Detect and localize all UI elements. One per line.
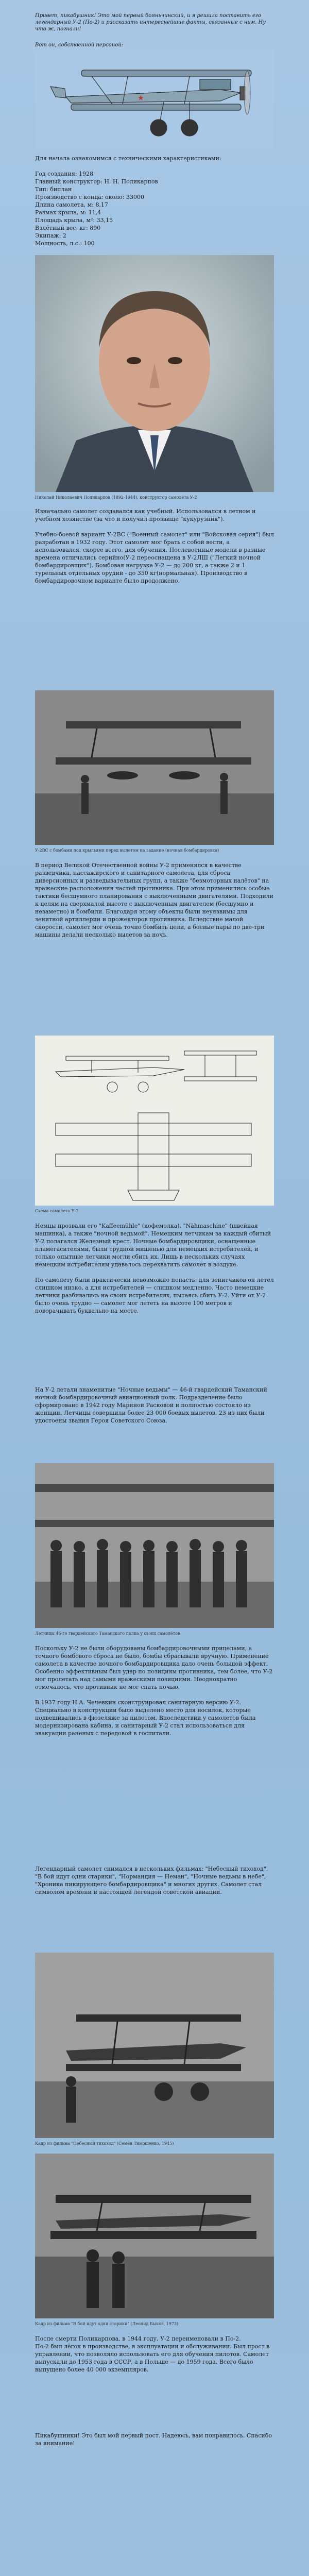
history-text-3: Немцы прозвали его "Kaffeemühle" (кофемолка), "Nähmaschine" (швейная машинка), а также "ночной ведьмой". Немецким летчикам за каждый сбитый У-2 полагался Железный крест. Ночные бомбардировщики, оснащенные пламегасителями, были трудной мишенью для немецких истребителей, и только опытные летчики могли сбить их. Лишь в нескольких случаях немецким истребителям удавалось перехватить самолет в воздухе. По самолету были практически невозможно попасть: для зенитчиков он летел слишком низко, а для истребителей — слишком медленно. Часто немецкие летчики разбивались на своих истребителях, пытаясь сбить У-2. Уйти от У-2 было очень трудно — самолет мог лететь на высоте 100 метров и поворачивать буквально на месте. [35,1223,274,1314]
schema-caption: Схема самолета У-2 [35,1209,79,1213]
spec-row: Мощность, л.с.: 100 [35,240,95,247]
spec-row: Площадь крыла, м²: 33,15 [35,217,113,224]
spec-row: Год создания: 1928 [35,171,94,177]
spec-row: Тип: биплан [35,186,72,193]
specs-list [35,170,274,247]
history-text-legend: Легендарный самолет снимался в нескольких фильмах: "Небесный тихоход", "В бой идут одни старики", "Нормандия — Неман", "Ночные ведьмы в небе", "Хроника пикирующего бомбардировщика" и многих других. Самолет стал символом времени и настоящей легендой советской авиации. [35,1866,268,1895]
film-still-caption-2: Кадр из фильма "В бой идут одни старики" (Леонид Быков, 1973) [35,2321,179,2326]
svg-text:★: ★ [138,94,144,101]
spec-row: Производство с конца: около: 33000 [35,194,144,200]
plane-illustration [35,50,274,148]
film-still-caption-1: Кадр из фильма "Небесный тихоход" (Семён Тимошенко, 1945) [35,2141,174,2146]
bomb-photo-caption: У-2ВС с бомбами под крыльями перед вылетом на задание (ночная бомбардировка) [35,848,219,853]
women-pilots-caption: Летчицы 46-го гвардейского Таманского полка у своих самолётов [35,1631,180,1636]
closing-text: Пикабушники! Это был мой первый пост. Надеюсь, вам понравилось. Спасибо за внимание! [35,2432,272,2447]
portrait-caption: Николай Николаевич Поликарпов (1892-1944), конструктор самолёта У-2 [35,495,197,500]
history-text-2: В период Великой Отечественной войны У-2 применялся в качестве разведчика, пассажирского и санитарного самолета, для сброса диверсионных и разведывательных групп, а также "безмоторных налётов" на вражеские расположения частей противника. При этом применялись особые тактики бесшумного планирования с выключенными двигателями. Подходили к целям на сверхмалой высоте с выключенным двигателем (бесшумно и незаметно) и бомбили. Благодаря этому объекты были неуязвимы для зенитной артиллерии и прожекторов противника. Вследствие малой скорости, самолет мог очень точно бомбить цели, а боевые пары по две-три машины делали несколько вылетов за ночь. [35,862,273,938]
spec-row: Длина самолета, м: 8,17 [35,201,108,208]
specs-title: Для начала ознакомимся с техническими характеристиками: [35,155,221,162]
history-text-5: После смерти Поликарпова, в 1944 году, У-2 переименовали в По-2. По-2 был лёгок в производстве, в эксплуатации и обслуживании. Был прост в управлении, что позволяло использовать его для обучения пилотов. Самолет выпускали до 1953 года в СССР, а в Польше — до 1959 года. Всего было выпущено более 40 000 экземпляров. [35,2335,270,2373]
portrait-photo [35,255,274,492]
bomb-loading-photo [35,690,274,845]
spec-row: Размах крыла, м: 11,4 [35,209,101,216]
intro-subtitle: Вот он, собственной персоной: [35,42,124,48]
film-still-photo-1 [35,1953,274,2138]
spec-row: Взлётный вес, кг: 890 [35,225,101,231]
schema-drawing [35,1036,274,1206]
spec-row: Главный конструктор: Н. Н. Поликарпов [35,178,158,185]
spec-row: Экипаж: 2 [35,232,66,239]
history-text-4: Поскольку У-2 не были оборудованы бомбардировочными прицелами, а точного бомбового сброса не было, бомбы сбрасывали вручную. Применение самолета в качестве ночного бомбардировщика дало очень большой эффект. Особенно эффективным был удар по позициям противника, тем более, что У-2 мог пролетать над самыми вражескими позициями. Неоднократно отмечалось, что противник не мог спать ночью. В 1937 году Н.А. Чечевкин сконструировал санитарную версию У-2. Специально в конструкции было выделено место для носилок, которые подвешивались в фюзеляже за пилотом. Впоследствии у самолетов была модернизирована кабина, и санитарный У-2 стал использоваться для эвакуации раненых с передовой в госпитали. [35,1645,273,1737]
women-pilots-photo [35,1463,274,1628]
history-text-1: Изначально самолет создавался как учебный. Использовался в летном и учебном хозяйстве (за что и получил прозвище "кукурузник"). Учебно-боевой вариант У-2ВС ("Военный самолет" или "Войсковая серия") был разработан в 1932 году. Этот самолет мог брать с собой вести, а использовался, скорее всего, для обучения. Послевоенные модели в разные времена отличались серийно(У-2 переоснащена в У-2ЛШ ("Легкий ночной бомбардировщик"). Бомбовая нагрузка У-2 — до 200 кг, а также 2 и 1 турельных отдельных орудий - до 350 кг(нормальная). Производство в бомбардировочном варианте было продолжено. [35,508,274,584]
history-text-women: На У-2 летали знаменитые "Ночные ведьмы" — 46-й гвардейский Таманский ночной бомбардировочный авиационный полк. Подразделение было сформировано в 1942 году Мариной Расковой и полностью состояло из женщин. Летчицы совершили более 23 000 боевых вылетов, 23 из них были удостоены звания Героя Советского Союза. [35,1386,267,1424]
intro-text: Привет, пикабушник! Это мой первый бояньчинский, и я решила поставить его легендарный У-2 (По-2) и рассказать интереснейшие факты, связанные с ним. Ну что ж, погнали! [35,13,266,32]
film-still-photo-2 [35,2154,274,2318]
